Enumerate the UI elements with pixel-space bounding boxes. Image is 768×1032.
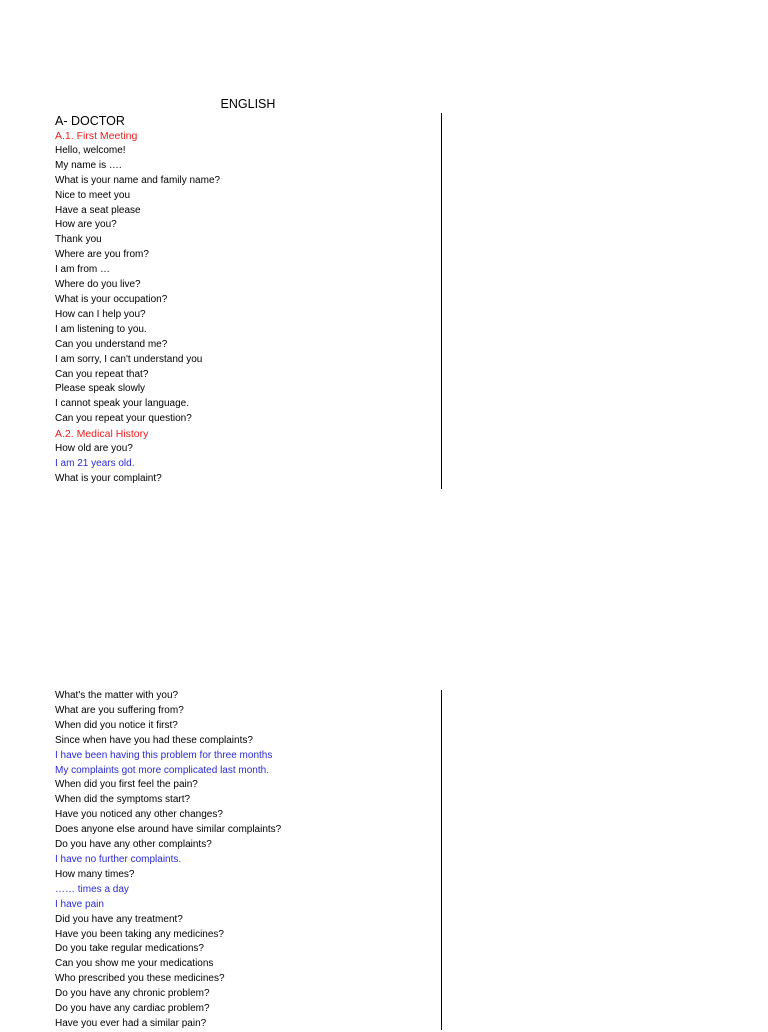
phrase-line: I am sorry, I can't understand you <box>55 353 203 365</box>
phrase-line: How can I help you? <box>55 308 146 320</box>
phrase-line: What are you suffering from? <box>55 704 184 716</box>
answer-line: My complaints got more complicated last month. <box>55 764 269 776</box>
document-title: ENGLISH <box>220 97 276 111</box>
phrase-line: Can you show me your medications <box>55 958 214 970</box>
answer-line: …… times a day <box>55 883 129 895</box>
phrase-line: I am from … <box>55 264 111 276</box>
phrase-line: What is your occupation? <box>55 293 168 305</box>
phrase-line: I am listening to you. <box>55 323 147 335</box>
phrase-line: What's the matter with you? <box>55 690 179 701</box>
phrase-line: Do you have any cardiac problem? <box>55 1003 210 1015</box>
phrase-line: How are you? <box>55 219 117 231</box>
phrase-list <box>55 114 220 487</box>
phrase-line: Can you repeat your question? <box>55 413 192 425</box>
phrase-line: How many times? <box>55 868 135 880</box>
phrase-line: Who prescribed you these medicines? <box>55 973 225 985</box>
phrase-line: Can you understand me? <box>55 338 168 350</box>
phrase-list <box>55 689 281 1032</box>
answer-line: I have no further complaints. <box>55 853 182 865</box>
answer-line: I am 21 years old. <box>55 457 135 469</box>
phrase-line: Can you repeat that? <box>55 368 149 380</box>
document-page-2 <box>0 680 768 1029</box>
column-divider <box>441 113 442 489</box>
phrase-line: How old are you? <box>55 443 133 455</box>
phrase-line: What is your complaint? <box>55 472 162 484</box>
phrase-line: Does anyone else around have similar complaints? <box>55 824 282 836</box>
phrase-line: Have you noticed any other changes? <box>55 809 223 821</box>
phrase-line: Did you have any treatment? <box>55 913 183 925</box>
phrase-line: Do you take regular medications? <box>55 943 204 955</box>
phrase-line: Have you been taking any medicines? <box>55 928 224 940</box>
subsection-heading: A.1. First Meeting <box>55 130 138 142</box>
column-divider <box>441 690 442 1030</box>
phrase-line: Do you have any chronic problem? <box>55 988 210 1000</box>
section-heading: A- DOCTOR <box>55 114 125 128</box>
phrase-line: Since when have you had these complaints? <box>55 734 253 746</box>
subsection-heading: A.2. Medical History <box>55 428 149 441</box>
phrase-line: Where do you live? <box>55 279 141 291</box>
phrase-line: Do you have any other complaints? <box>55 839 212 851</box>
phrase-line: Where are you from? <box>55 249 149 261</box>
phrase-line: When did you notice it first? <box>55 719 178 731</box>
phrase-line: I cannot speak your language. <box>55 398 189 410</box>
phrase-line: Thank you <box>55 234 102 246</box>
answer-line: I have pain <box>55 898 104 910</box>
phrase-line: Nice to meet you <box>55 189 131 201</box>
phrase-line: Have you ever had a similar pain? <box>55 1017 207 1029</box>
phrase-line: Hello, welcome! <box>55 144 126 156</box>
phrase-line: Please speak slowly <box>55 383 146 395</box>
phrase-line: Have a seat please <box>55 204 141 216</box>
phrase-line: When did you first feel the pain? <box>55 779 198 791</box>
phrase-line: What is your name and family name? <box>55 174 221 186</box>
phrase-line: My name is …. <box>55 159 122 171</box>
phrase-line: When did the symptoms start? <box>55 794 191 806</box>
answer-line: I have been having this problem for three months <box>55 749 273 761</box>
